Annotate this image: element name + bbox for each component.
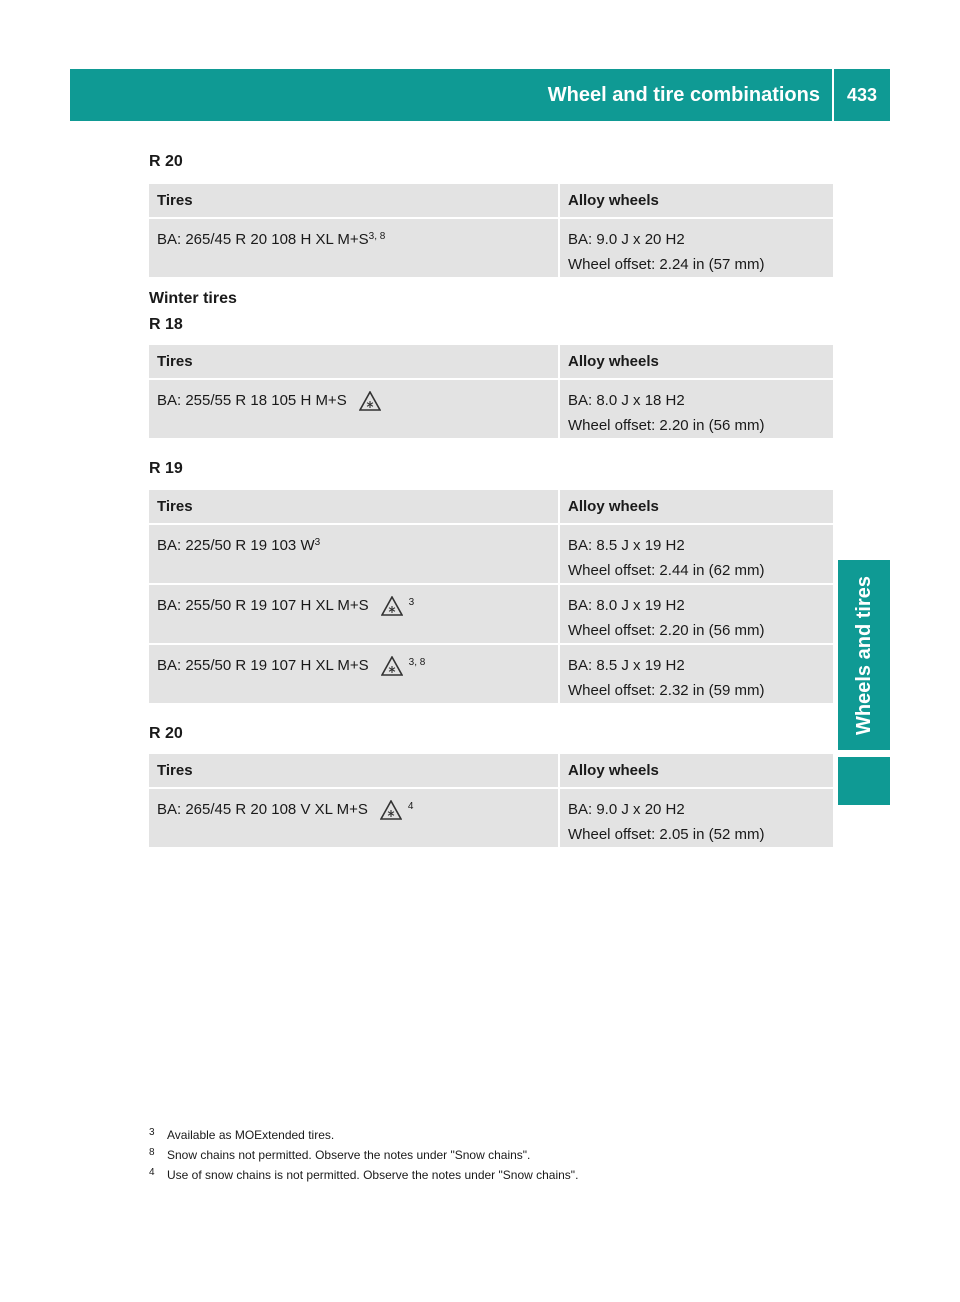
section-heading: R 20 [149,725,183,742]
table-row [149,379,833,439]
column-header-wheels: Alloy wheels [559,754,833,788]
table-row [149,788,833,848]
snowflake-mountain-icon [380,800,402,820]
tire-cell [149,218,559,278]
table-row [149,644,833,704]
wheel-offset: Wheel offset: 2.20 in (56 mm) [568,417,765,434]
tire-cell [149,644,559,704]
group-heading-winter-tires: Winter tires [149,290,237,307]
footnote [149,1145,578,1165]
header-title: Wheel and tire combinations [547,83,820,106]
snowflake-mountain-icon [381,596,403,616]
tire-table-r20-summer [149,184,833,279]
page-header [70,69,890,121]
wheel-spec: BA: 9.0 J x 20 H2 [568,801,685,818]
wheel-cell [559,379,833,439]
column-header-tires: Tires [149,184,559,218]
wheel-cell [559,788,833,848]
snowflake-mountain-icon [359,391,381,411]
tire-spec: BA: 225/50 R 19 103 W [157,537,315,554]
footnote-ref: 3, 8 [408,657,426,668]
column-header-tires: Tires [149,345,559,379]
wheel-spec: BA: 8.5 J x 19 H2 [568,537,685,554]
tire-spec: BA: 255/50 R 19 107 H XL M+S [157,597,369,614]
wheel-cell [559,524,833,584]
section-heading: R 20 [149,153,183,170]
tire-table-r19-winter [149,490,833,705]
column-header-wheels: Alloy wheels [559,345,833,379]
wheel-offset: Wheel offset: 2.32 in (59 mm) [568,682,765,699]
snowflake-mountain-icon [381,656,403,676]
tire-cell [149,584,559,644]
tire-cell [149,379,559,439]
column-header-wheels: Alloy wheels [559,184,833,218]
tire-cell [149,788,559,848]
tire-spec: BA: 255/50 R 19 107 H XL M+S [157,657,369,674]
section-heading: R 19 [149,460,183,477]
chapter-side-marker [838,757,890,805]
footnote-ref: 3, 8 [368,231,386,242]
wheel-spec: BA: 9.0 J x 20 H2 [568,231,685,248]
footnotes [149,1125,578,1185]
wheel-spec: BA: 8.5 J x 19 H2 [568,657,685,674]
wheel-spec: BA: 8.0 J x 19 H2 [568,597,685,614]
wheel-spec: BA: 8.0 J x 18 H2 [568,392,685,409]
footnote-number: 8 [149,1147,155,1158]
footnote-text: Use of snow chains is not permitted. Observe the notes under "Snow chains". [167,1168,579,1182]
tire-table-r20-winter [149,754,833,849]
footnote-ref: 3 [408,597,415,608]
column-header-tires: Tires [149,490,559,524]
wheel-offset: Wheel offset: 2.24 in (57 mm) [568,256,765,273]
table-row [149,524,833,584]
wheel-cell [559,644,833,704]
tire-spec: BA: 265/45 R 20 108 V XL M+S [157,801,368,818]
footnote-ref: 3 [314,537,321,548]
footnote-number: 4 [149,1167,155,1178]
tire-cell [149,524,559,584]
table-row [149,218,833,278]
wheel-offset: Wheel offset: 2.20 in (56 mm) [568,622,765,639]
footnote [149,1165,578,1185]
column-header-wheels: Alloy wheels [559,490,833,524]
footnote-text: Snow chains not permitted. Observe the notes under "Snow chains". [167,1148,531,1162]
footnote-number: 3 [149,1127,155,1138]
footnote-text: Available as MOExtended tires. [167,1128,335,1142]
tire-spec: BA: 265/45 R 20 108 H XL M+S [157,231,369,248]
page-number: 433 [846,84,878,105]
chapter-side-tab-label: Wheels and tires [852,575,875,735]
chapter-side-tab [838,560,890,750]
wheel-offset: Wheel offset: 2.05 in (52 mm) [568,826,765,843]
wheel-cell [559,584,833,644]
table-row [149,584,833,644]
wheel-offset: Wheel offset: 2.44 in (62 mm) [568,562,765,579]
wheel-cell [559,218,833,278]
tire-table-r18-winter [149,345,833,440]
tire-spec: BA: 255/55 R 18 105 H M+S [157,392,347,409]
column-header-tires: Tires [149,754,559,788]
footnote-ref: 4 [407,801,414,812]
footnote [149,1125,578,1145]
section-heading: R 18 [149,316,183,333]
